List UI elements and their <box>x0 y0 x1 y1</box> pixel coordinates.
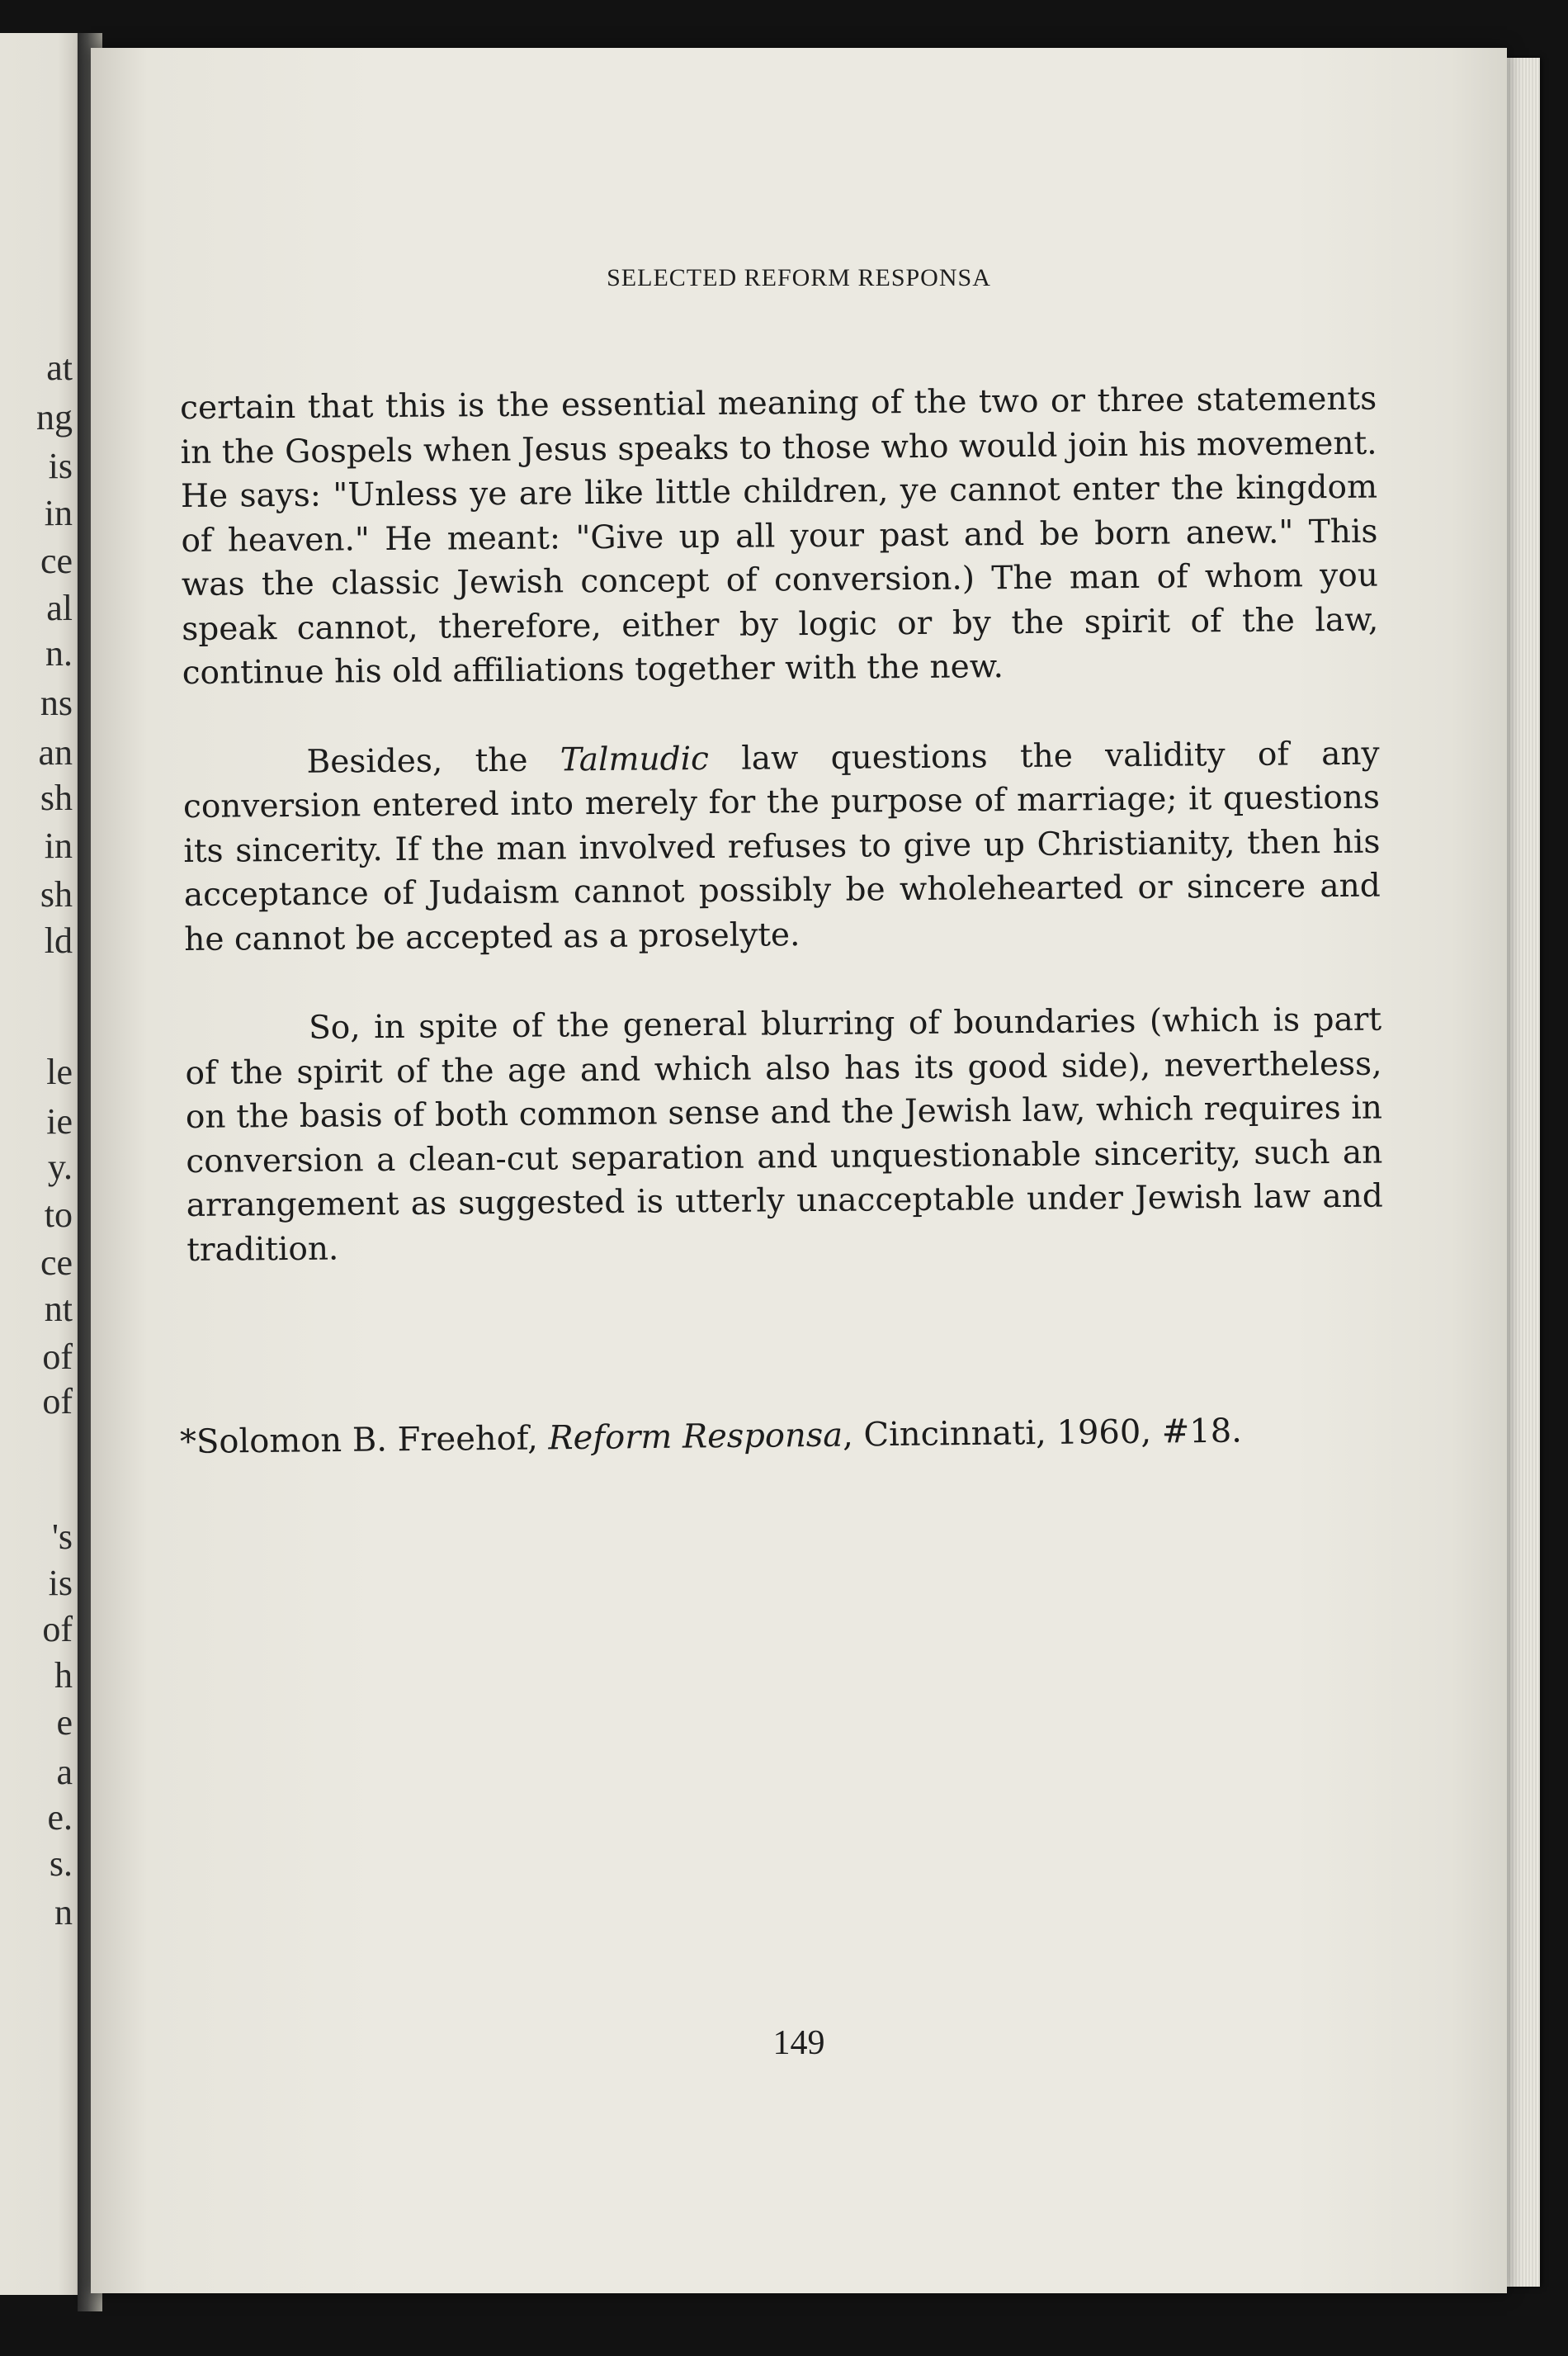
footnote-title: Reform Responsa <box>548 1416 843 1458</box>
left-line-fragment: ce <box>40 541 73 581</box>
left-line-fragment: n. <box>45 633 73 674</box>
right-page <box>91 48 1507 2293</box>
paragraph-2-italic-term: Talmudic <box>560 740 710 778</box>
left-line-fragment: e. <box>47 1797 73 1838</box>
paragraph-1: certain that this is the essential meaning of the two or three statements in the Gospels when Jesus speaks to those who would join his movement. He says: "Unless ye are like little children, ye cannot enter the kingdom of heaven." He meant: "Give up all your past and be born anew." This was the classic Jewish concept of conversion.) The man of whom you speak cannot, therefore, either by logic or by the spirit of the law, continue his old affiliations together with the new. <box>180 380 1379 692</box>
page-edges <box>1507 58 1540 2287</box>
left-line-fragment: sh <box>40 778 73 818</box>
page-number: 149 <box>772 2024 825 2062</box>
left-line-fragment: in <box>44 493 73 533</box>
left-line-fragment: h <box>54 1655 73 1696</box>
left-line-fragment: nt <box>44 1289 73 1329</box>
running-head: SELECTED REFORM RESPONSA <box>607 264 991 291</box>
left-line-fragment: ie <box>46 1101 73 1142</box>
left-line-fragment: of <box>42 1609 73 1649</box>
left-line-fragment: sh <box>40 874 73 915</box>
left-line-fragment: s. <box>49 1843 73 1884</box>
paragraph-2-text-before: Besides, the <box>306 740 560 781</box>
left-line-fragment: an <box>38 732 73 773</box>
left-facing-page <box>0 33 83 2295</box>
left-line-fragment: 's <box>51 1516 73 1557</box>
left-line-fragment: ns <box>40 683 73 723</box>
left-line-fragment: a <box>56 1752 73 1792</box>
paragraph-2-text-after: law questions the validity of any conversion entered into merely for the purpose of marriage; it questions its sincerity. If the man involved refuses to give up Christianity, then his acceptance of Judaism cannot possibly be wholehearted or sincere and he cannot be accepted as a proselyte. <box>182 735 1381 958</box>
left-line-fragment: in <box>44 826 73 866</box>
left-line-fragment: is <box>48 446 73 486</box>
body-text <box>180 377 1384 1318</box>
footnote <box>180 1408 1377 1464</box>
left-line-fragment: e <box>56 1702 73 1743</box>
left-line-fragment: at <box>46 348 73 388</box>
left-line-fragment: ng <box>36 397 73 438</box>
footnote-text-before: *Solomon B. Freehof, <box>179 1419 549 1461</box>
left-line-fragment: n <box>54 1892 73 1933</box>
paragraph-3: So, in spite of the general blurring of boundaries (which is part of the spirit of the age and which also has its good side), nevertheless, on the basis of both common sense and the Jewish law, which requires in conversion a clean-cut separation and unquestionable sincerity, such an arrangement as suggested is utterly unacceptable under Jewish law and tradition. <box>185 1001 1383 1269</box>
left-line-fragment: le <box>46 1052 73 1092</box>
left-line-fragment: y. <box>47 1147 73 1187</box>
left-line-fragment: is <box>48 1563 73 1603</box>
left-line-fragment: al <box>46 588 73 628</box>
left-line-fragment: ld <box>44 920 73 961</box>
paragraph-2 <box>182 731 1381 962</box>
left-line-fragment: of <box>42 1381 73 1422</box>
footnote-text-after: , Cincinnati, 1960, #18. <box>842 1412 1243 1455</box>
left-line-fragment: ce <box>40 1242 73 1283</box>
left-line-fragment: to <box>44 1195 73 1235</box>
left-line-fragment: of <box>42 1336 73 1377</box>
